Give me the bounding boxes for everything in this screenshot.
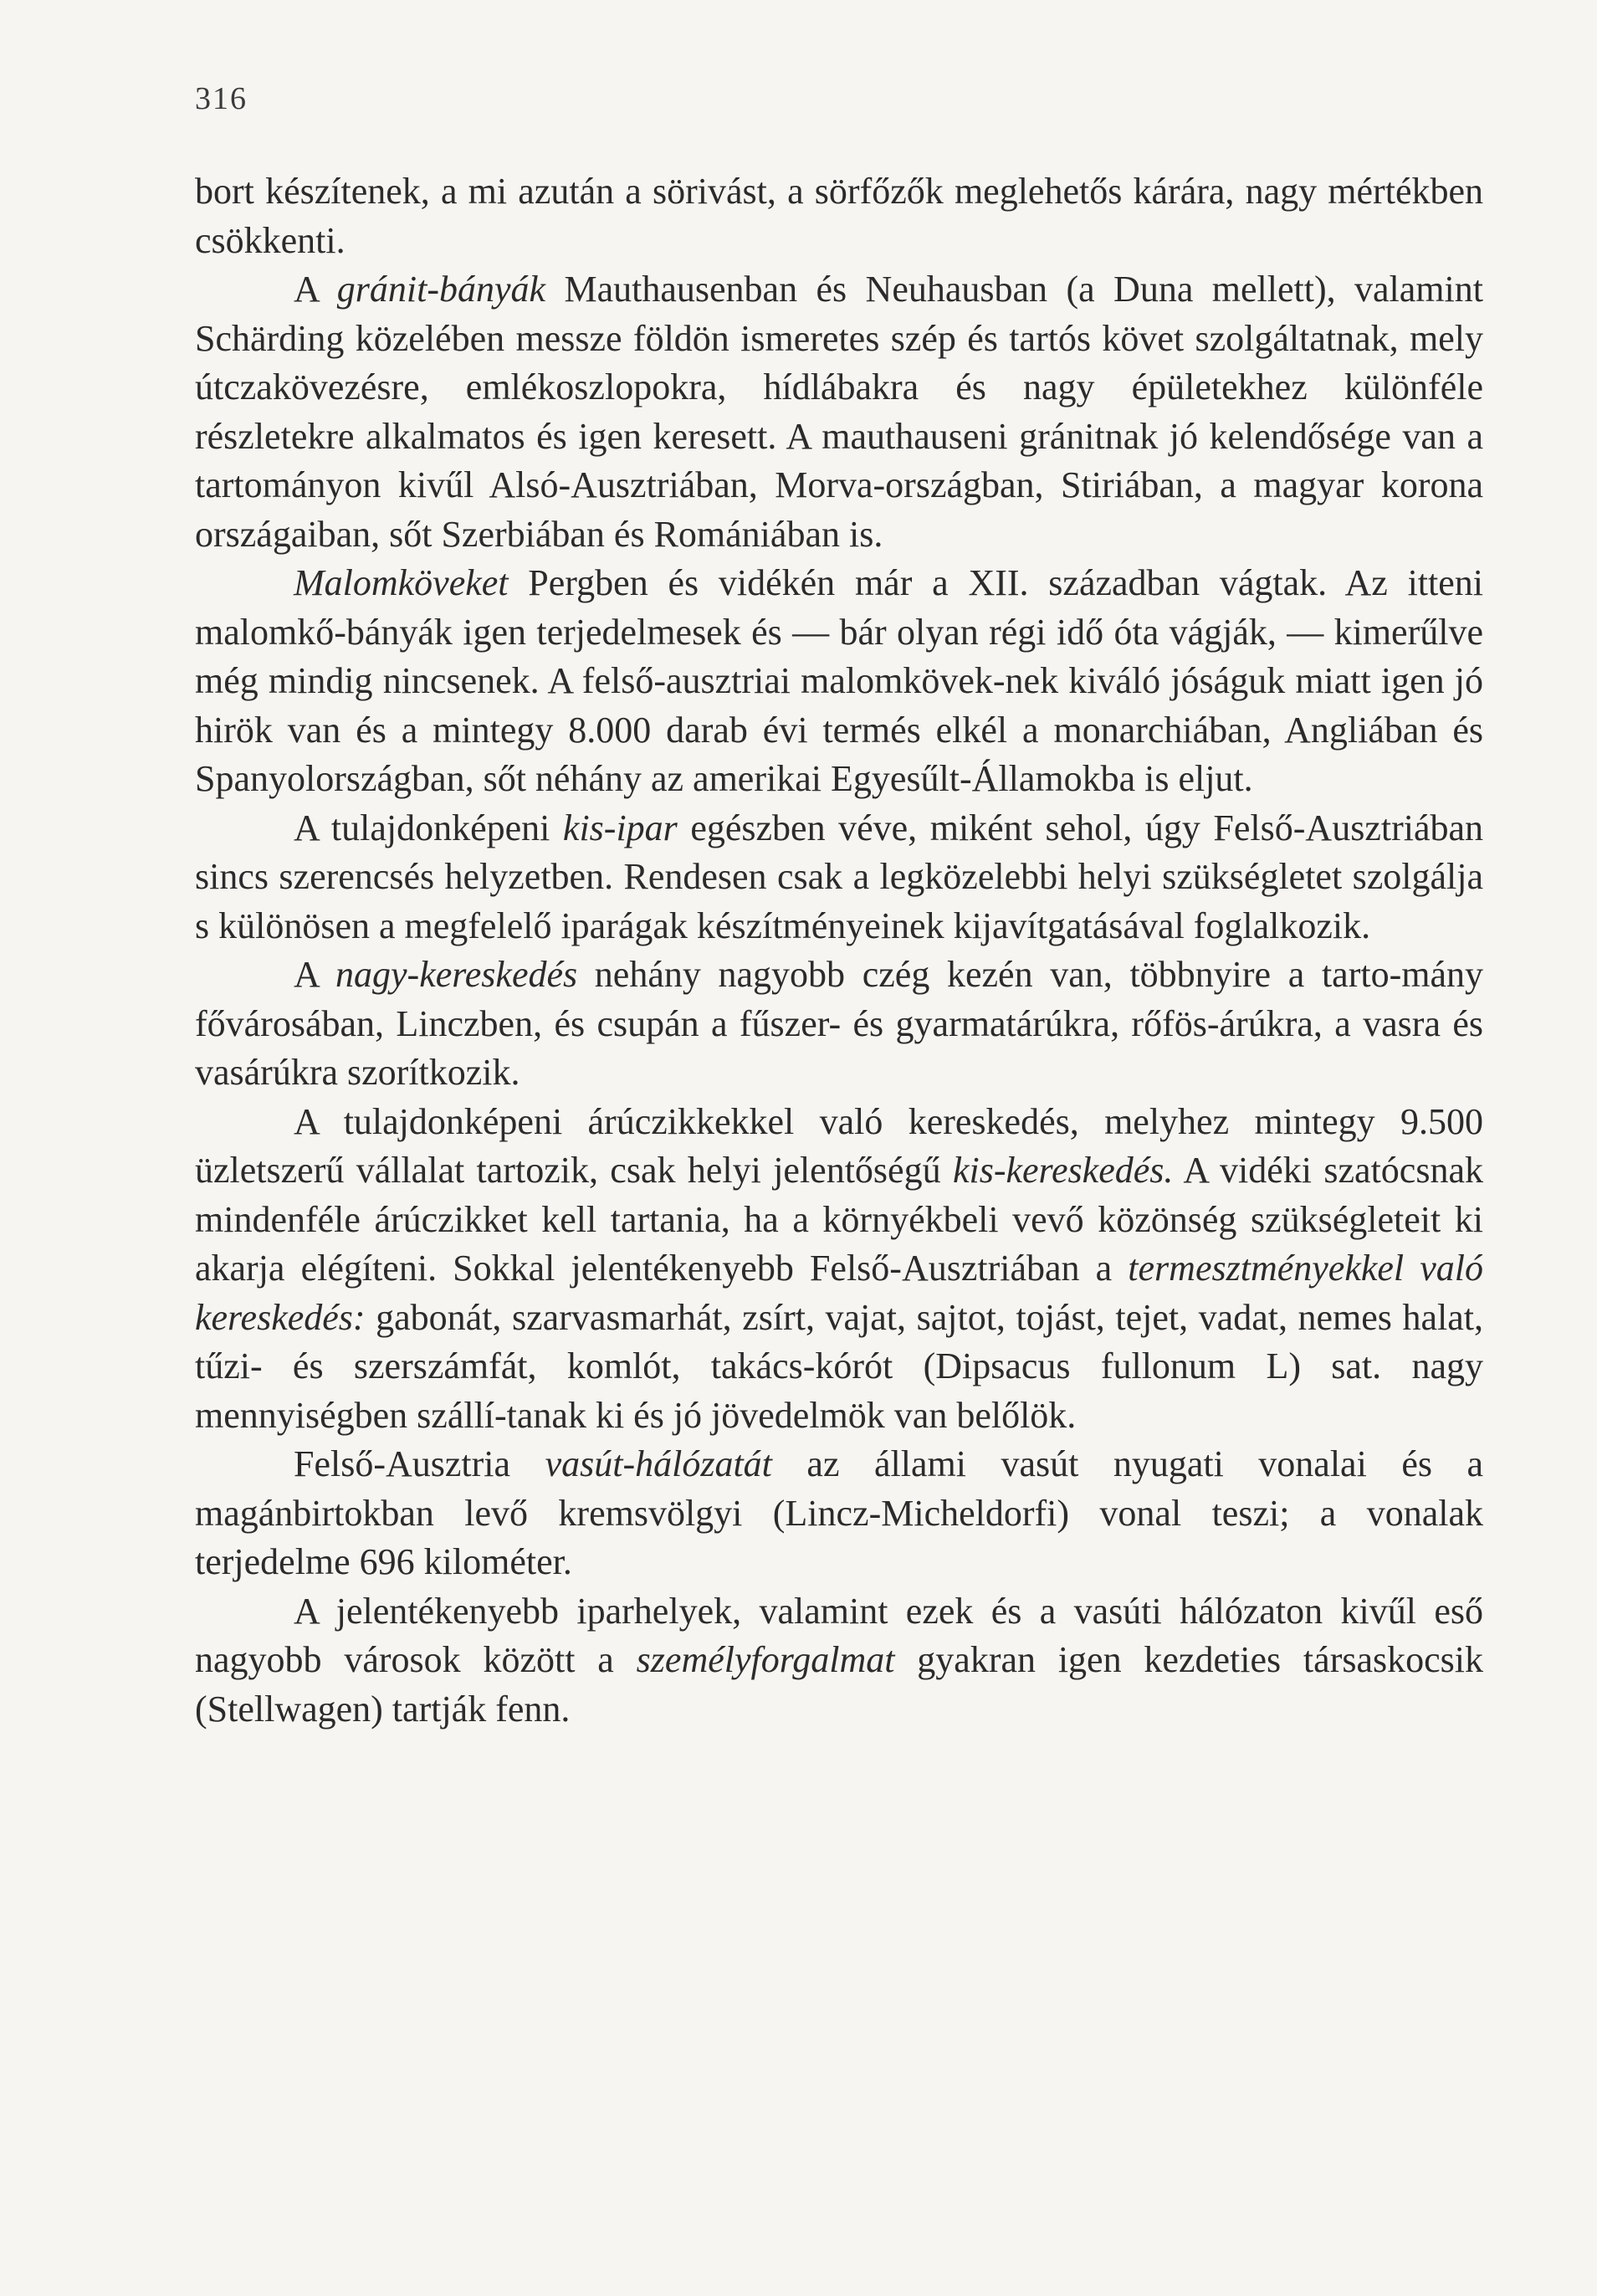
paragraph-p6 <box>195 1098 1483 1441</box>
emphasized-term: személyforgalmat <box>636 1639 895 1680</box>
text-run: bort készítenek, a mi azután a sörivást, a sörfőzők meglehetős kárára, nagy mértékben csökkenti. <box>195 171 1483 261</box>
text-run: A tulajdonképeni <box>294 807 563 848</box>
text-run: egészben véve, miként sehol, úgy Felső-Ausztriában sincs szerencsés helyzetben. Rendesen csak a legközelebbi helyi szükségletet szolgálja s különösen a megfelelő iparágak készítményeinek kijavítgatásával foglalkozik. <box>195 807 1484 946</box>
text-run: A tulajdonképeni árúczikkekkel való kereskedés, melyhez mintegy 9.500 üzletszerű vállalat tartozik, csak helyi jelentőségű <box>195 1100 1483 1191</box>
paragraph-p5 <box>195 951 1483 1098</box>
text-run: az állami vasút nyugati vonalai és a magánbirtokban levő kremsvölgyi (Lincz-Micheldorfi) vonal teszi; a vonalak terjedelme 696 kilométer. <box>195 1443 1484 1582</box>
paragraph-p1 <box>195 167 1483 265</box>
text-run: A vidéki szatócsnak mindenféle árúczikket kell tartania, ha a környékbeli vevő közönség szükségleteit ki akarja elégíteni. Sokkal jelentékenyebb Felső-Ausztriában a <box>195 1150 1483 1289</box>
emphasized-term: vasút-hálózatát <box>545 1443 772 1484</box>
paragraph-p4 <box>195 804 1483 951</box>
emphasized-term: Malomköveket <box>294 562 509 603</box>
paragraph-p2 <box>195 265 1483 559</box>
paragraph-p3 <box>195 559 1483 804</box>
text-run: Felső-Ausztria <box>294 1443 545 1484</box>
emphasized-term: gránit-bányák <box>336 269 546 310</box>
text-run: A jelentékenyebb iparhelyek, valamint ezek és a vasúti hálózaton kivűl eső nagyobb városok között a <box>195 1590 1483 1680</box>
body-text <box>195 167 1483 1734</box>
emphasized-term: kis-ipar <box>562 807 678 848</box>
paragraph-p8 <box>195 1587 1483 1735</box>
emphasized-term: nagy-kereskedés <box>335 954 578 995</box>
text-run: Pergben és vidékén már a XII. században vágtak. Az itteni malomkő-bányák igen terjedelmesek és — bár olyan régi idő óta vágják, — kimerűlve még mindig nincsenek. A felső-ausztriai malomkövek-nek kiváló jóságuk miatt igen jó hirök van és a mintegy 8.000 darab évi termés elkél a monarchiában, Angliában és Spanyolországban, sőt néhány az amerikai Egyesűlt-Államokba is eljut. <box>195 562 1483 799</box>
emphasized-term: kis-kereskedés. <box>952 1150 1174 1191</box>
text-run: A <box>294 269 337 310</box>
paragraph-p7 <box>195 1440 1483 1587</box>
text-run: Mauthausenban és Neuhausban (a Duna mellett), valamint Schärding közelében messze földön ismeretes szép és tartós követ szolgáltatnak, mely útczakövezésre, emlékoszlopokra, hídlábakra és nagy épületekhez különféle részletekre alkalmatos és igen keresett. A mauthauseni gránitnak jó kelendősége van a tartományon kivűl Alsó-Ausztriában, Morva-országban, Stiriában, a magyar korona országaiban, sőt Szerbiában és Romániában is. <box>195 269 1483 555</box>
text-run: gabonát, szarvasmarhát, zsírt, vajat, sajtot, tojást, tejet, vadat, nemes halat, tűzi- és szerszámfát, komlót, takács-kórót (Dipsacus fullonum L) sat. nagy mennyiségben szállí-tanak ki és jó jövedelmök van belőlök. <box>195 1296 1483 1436</box>
page-number: 316 <box>195 81 248 116</box>
text-run: nehány nagyobb czég kezén van, többnyire a tarto-mány fővárosában, Linczben, és csupán a fűszer- és gyarmatárúkra, rőfös-árúkra, a vasra és vasárúkra szorítkozik. <box>195 954 1483 1093</box>
text-run: A <box>294 954 336 995</box>
text-run: gyakran igen kezdeties társaskocsik (Stellwagen) tartják fenn. <box>195 1639 1483 1730</box>
emphasized-term: termesztményekkel való kereskedés: <box>195 1248 1483 1338</box>
